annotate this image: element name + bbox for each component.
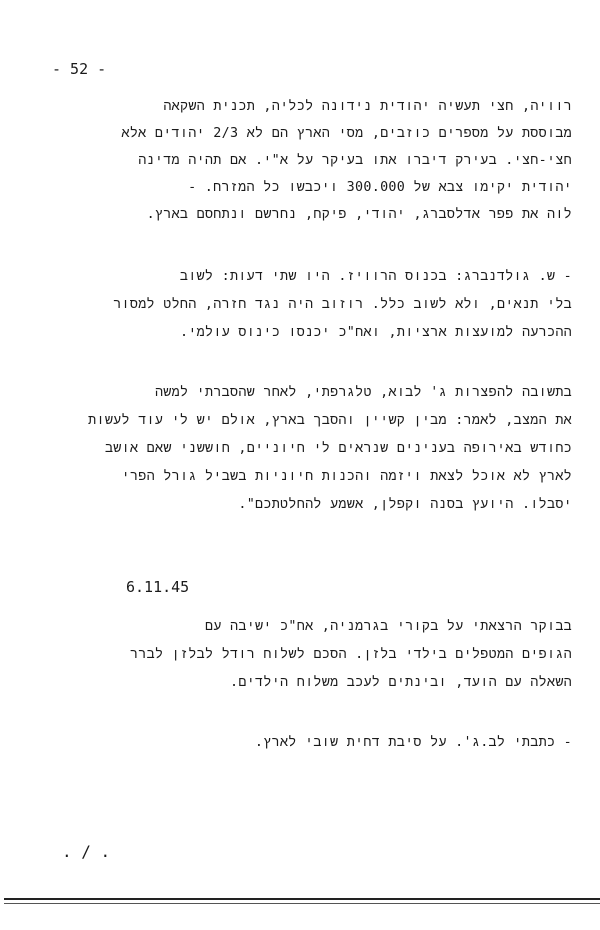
text-line: יסבלו. היועץ בסנה וקפלן, אשמע להחלטתכם".: [238, 497, 572, 512]
text-line: הגופים המטפלים בילדי בלזן. הסכם לשלוח רודל לבלזן לברר: [129, 647, 572, 662]
text-line: השאלה עם הועד, ובינתים לעכב משלוח הילדים.: [230, 675, 572, 690]
text-line: בלי תנאים, ולא לשוב כלל. רוזוב היה נגד חזרה, החלט למסור: [113, 297, 572, 312]
text-line: את המצב, לאמר: מבין קשיין והסבך בארץ, אולם יש לי עוד לעשות: [88, 413, 572, 428]
text-line: חצי-חצי. בעירק דיברו אתו בעיקר על א"י. אם תהיה מדינה: [138, 153, 572, 168]
text-line: בתשובה להפצרות ג' לבוא, טלגרפתי, לאחר שהסברתי למשה: [154, 385, 572, 400]
text-line: רוויה, חצי תעשיה יהודית נידונה לכליה, תכנית השקאה: [163, 99, 572, 114]
page-number: - 52 -: [52, 60, 107, 78]
text-line: - ש. גולדנברג: בכנוס הרוויז. היו שתי דעות: לשוב: [179, 269, 572, 284]
text-line: - כתבתי לב.ג'. על סיבת דחית שובי לארץ.: [254, 735, 572, 750]
footer-rule-thin: [4, 903, 600, 904]
text-line: כחודש באירופה בענינים שנראים לי חיוניים, חוששני שאם אושב: [104, 441, 572, 456]
text-line: בבוקר הרצאתי על בקורי בגרמניה, אח"כ ישיבה עם: [204, 619, 572, 634]
footer-rule: [4, 898, 600, 900]
text-line: ההכרעה למועצות ארציות, ואח"כ יכנסו כינוס עולמי.: [179, 325, 572, 340]
end-mark: . / .: [62, 842, 111, 861]
text-line: יהודית יקימו צבא של 300.000 ויכבשו כל המזרח. -: [188, 180, 572, 195]
text-line: מבוססת על מספרים כוזבים, מסי הארץ הם לא 2/3 יהודים אלא: [121, 126, 572, 141]
text-line: לוה את פפר אדלסברג, יהודי, פיקח, נחרשם ונתחסם בארץ.: [146, 207, 572, 222]
entry-date: 6.11.45: [126, 578, 190, 596]
text-line: לארץ לא אוכל לצאת ויזמה והכנות חיוניות בשביל גורל הפרי: [121, 469, 572, 484]
